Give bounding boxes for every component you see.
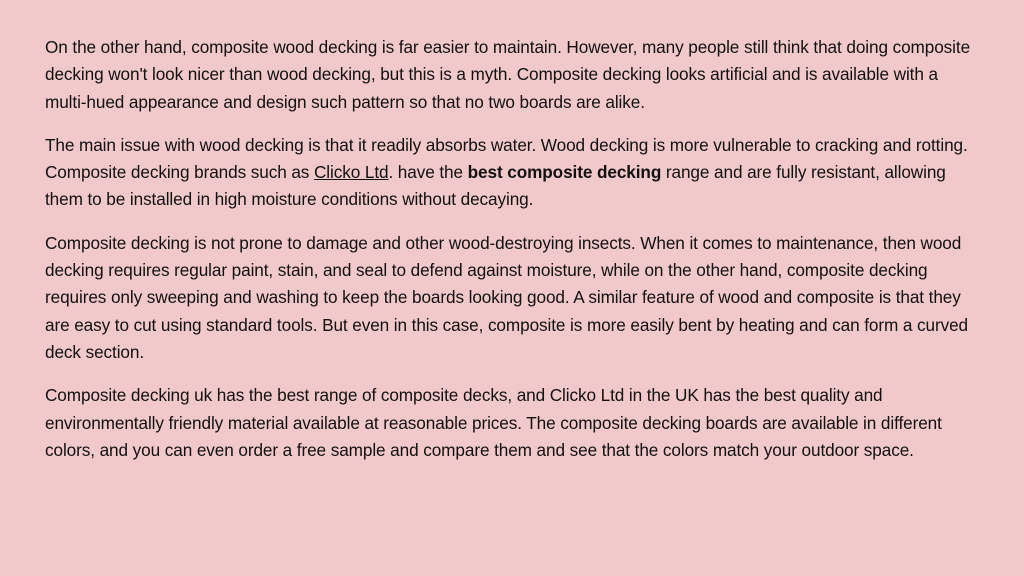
paragraph-insects-maintenance-text: Composite decking is not prone to damage and other wood-destroying insects. When it comes to maintenance, then wood decking requires regular paint, stain, and seal to defend against moisture, while on the other hand, composite decking requires only sweeping and washing to keep the boards looking good. A similar feature of wood and composite is that they are easy to cut using standard tools. But even in this case, composite is more easily bent by heating and can form a curved deck section. (45, 232, 969, 362)
clicko-ltd-link[interactable]: Clicko Ltd (313, 162, 389, 183)
paragraph-water-absorption-text-2: . have the (388, 162, 468, 183)
paragraph-insects-maintenance (45, 230, 984, 366)
best-composite-decking-bold: best composite decking (467, 162, 662, 183)
paragraph-uk-range-text: Composite decking uk has the best range of composite decks, and Clicko Ltd in the UK has the best quality and environmentally friendly material available at reasonable prices. The composite decking boards are available in different colors, and you can even order a free sample and compare them and see that the colors match your outdoor space. (45, 385, 942, 460)
paragraph-water-absorption-text-3: range and are fully resistant, allowing them to be installed in high moisture conditions without decaying. (45, 162, 946, 210)
paragraph-maintenance (45, 34, 984, 116)
paragraph-water-absorption-text: The main issue with wood decking is that it readily absorbs water. Wood decking is more vulnerable to cracking and rotting. Composite decking brands such as (45, 134, 968, 183)
paragraph-maintenance-text: On the other hand, composite wood decking is far easier to maintain. However, many people still think that doing composite decking won't look nicer than wood decking, but this is a myth. Composite decking looks artificial and is available with a multi-hued appearance and design such pattern so that no two boards are alike. (45, 37, 971, 112)
paragraph-water-absorption (45, 132, 984, 214)
paragraph-uk-range (45, 382, 984, 464)
